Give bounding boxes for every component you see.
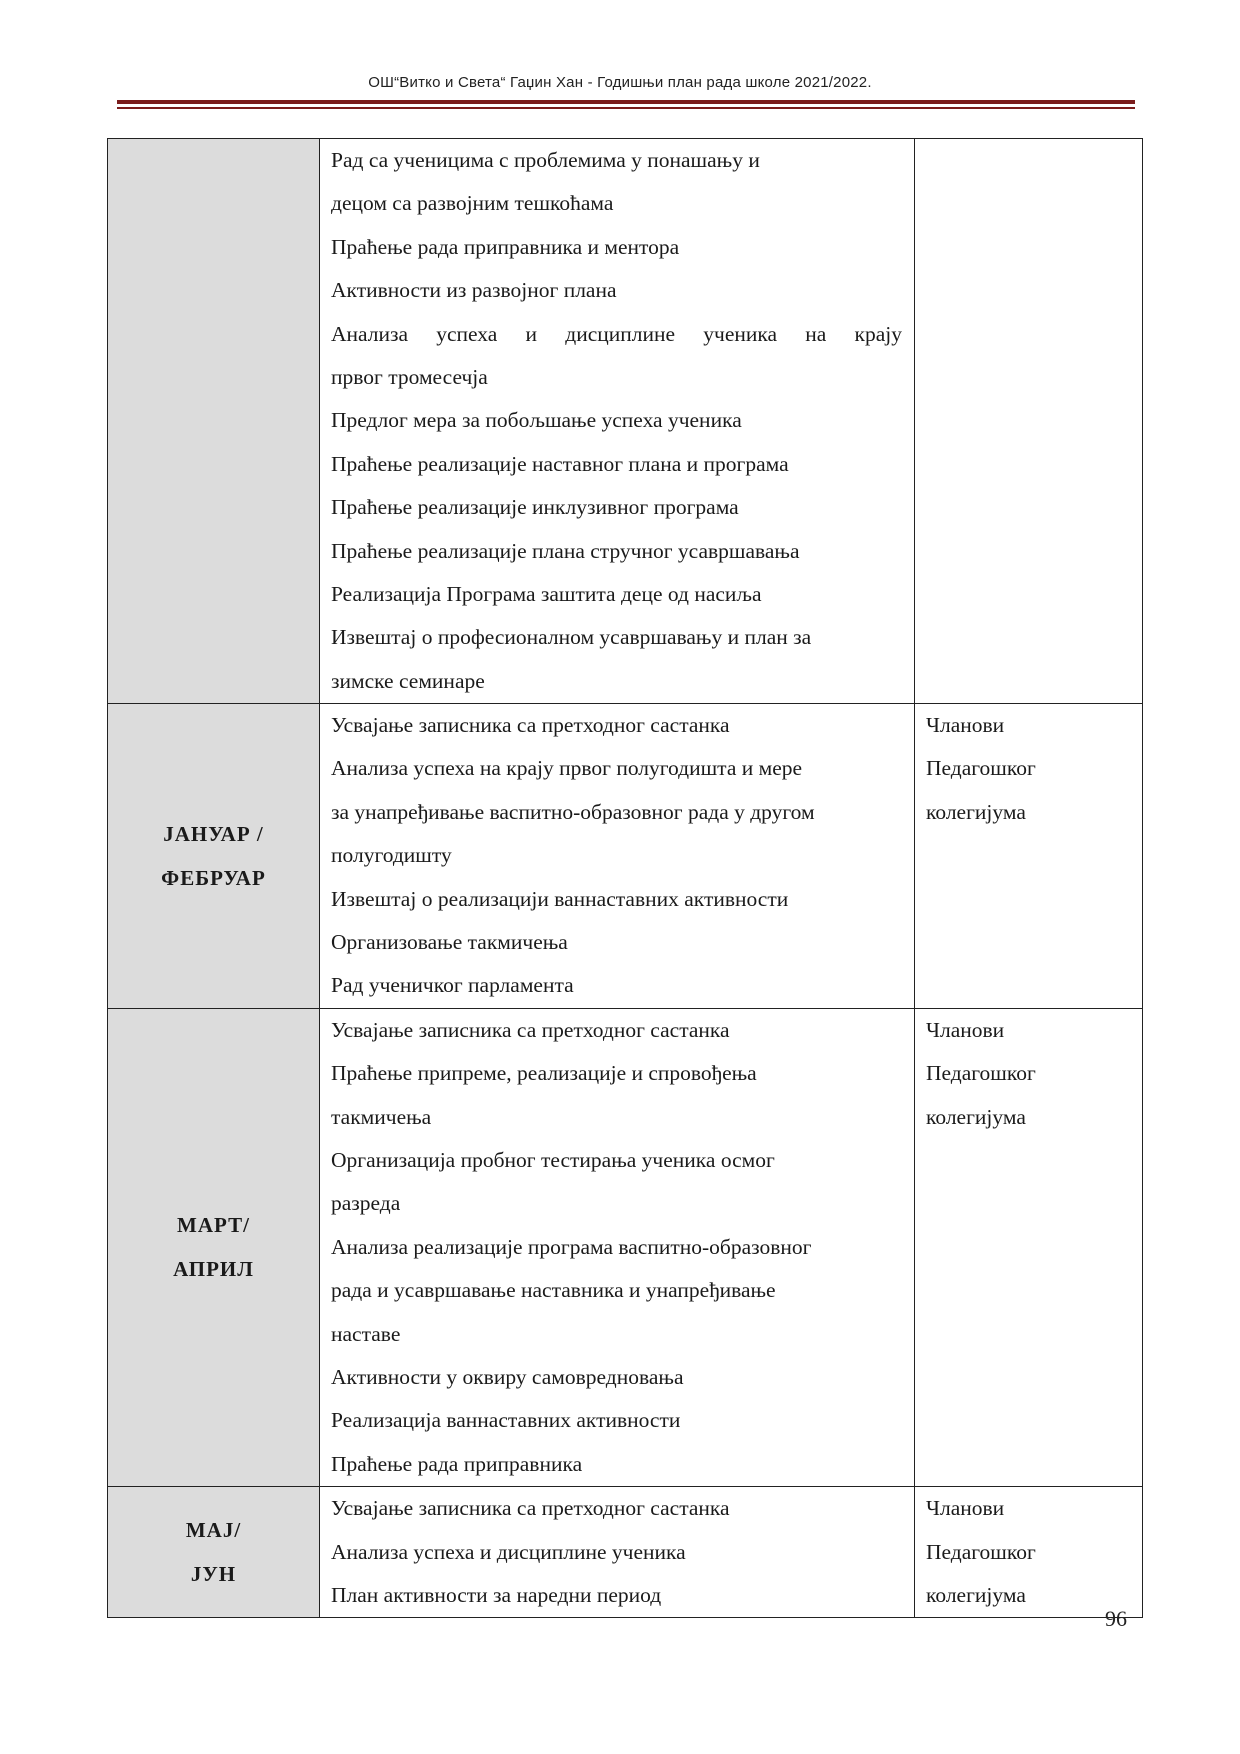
table-row [108, 139, 1143, 704]
month-label: ЈАНУАР / [163, 821, 264, 846]
activity-item: Организовање такмичења [331, 930, 568, 955]
month-cell [108, 1008, 320, 1486]
plan-table [107, 138, 1143, 1618]
activities-cell [320, 1487, 915, 1618]
month-cell [108, 139, 320, 704]
activity-item: Усвајање записника са претходног састанка [331, 1017, 730, 1042]
activity-item: Анализа успеха на крају првог полугодишта и мере [331, 756, 803, 781]
activity-item: наставе [331, 1321, 401, 1346]
activities-cell [320, 1008, 915, 1486]
month-label: ФЕБРУАР [161, 865, 266, 890]
activity-item: рада и усавршавање наставника и унапређивање [331, 1278, 776, 1303]
activity-item: зимске семинаре [331, 668, 485, 693]
activity-item: Реализација Програма заштита деце од насиља [331, 581, 762, 606]
month-label: МАЈ/ [185, 1518, 242, 1543]
members-label: Чланови [926, 713, 1005, 738]
month-label: АПРИЛ [173, 1257, 254, 1282]
activities-cell [320, 704, 915, 1009]
members-cell [915, 139, 1143, 704]
activity-item: Праћење рада приправника [331, 1451, 583, 1476]
activity-item: Праћење реализације инклузивног програма [331, 495, 739, 520]
page-header: ОШ“Витко и Света“ Гаџин Хан - Годишњи план рада школе 2021/2022. [368, 74, 872, 91]
members-label: Педагошког [926, 1539, 1036, 1564]
activities-cell [320, 139, 915, 704]
members-label: колегијума [926, 1582, 1026, 1607]
activity-item: Праћење реализације плана стручног усавршавања [331, 538, 800, 563]
activity-item: Анализа успеха и дисциплине ученика на крају [331, 321, 902, 346]
month-label: ЈУН [190, 1562, 237, 1587]
activity-item: Анализа реализације програма васпитно-образовног [331, 1234, 812, 1259]
members-label: Чланови [926, 1017, 1005, 1042]
activity-item: Усвајање записника са претходног састанка [331, 713, 730, 738]
header-rule [117, 100, 1135, 104]
activity-item: такмичења [331, 1104, 432, 1129]
activity-item: Извештај о професионалном усавршавању и план за [331, 625, 812, 650]
activity-item: Извештај о реализацији ваннаставних активности [331, 886, 789, 911]
page-number: 96 [1105, 1606, 1127, 1631]
members-cell [915, 1487, 1143, 1618]
activity-item: Праћење припреме, реализације и спровођења [331, 1061, 757, 1086]
activity-item: децом са развојним тешкоћама [331, 191, 614, 216]
activity-item: Реализација ваннаставних активности [331, 1408, 681, 1433]
activity-item: План активности за наредни период [331, 1582, 662, 1607]
members-label: колегијума [926, 1104, 1026, 1129]
members-cell [915, 704, 1143, 1009]
activity-item: Праћење рада приправника и ментора [331, 234, 680, 259]
activity-item: Рад ученичког парламента [331, 973, 574, 998]
activity-item: Рад са ученицима с проблемима у понашању и [331, 148, 760, 172]
activity-item: полугодишту [331, 843, 452, 868]
members-label: колегијума [926, 799, 1026, 824]
activity-item: Праћење реализације наставног плана и програма [331, 451, 789, 476]
members-cell [915, 1008, 1143, 1486]
activity-item: Анализа успеха и дисциплине ученика [331, 1539, 686, 1564]
activity-item: Активности у оквиру самовредновања [331, 1364, 684, 1389]
activity-item: Организација пробног тестирања ученика осмог [331, 1147, 775, 1172]
members-label: Педагошког [926, 1061, 1036, 1086]
activity-item: Предлог мера за побољшање успеха ученика [331, 408, 742, 433]
activity-item: Активности из развојног плана [331, 278, 617, 303]
month-cell [108, 704, 320, 1009]
table-row [108, 704, 1143, 1009]
members-label: Педагошког [926, 756, 1036, 781]
activity-item: Усвајање записника са претходног састанка [331, 1496, 730, 1521]
month-label: МАРТ/ [177, 1213, 250, 1238]
members-label: Чланови [926, 1496, 1005, 1521]
activity-item: за унапређивање васпитно-образовног рада у другом [331, 799, 815, 824]
activity-item: првог тромесечја [331, 364, 488, 389]
table-row [108, 1487, 1143, 1618]
activity-item: разреда [331, 1191, 401, 1216]
table-row [108, 1008, 1143, 1486]
header-rule-thin [117, 107, 1135, 109]
month-cell [108, 1487, 320, 1618]
